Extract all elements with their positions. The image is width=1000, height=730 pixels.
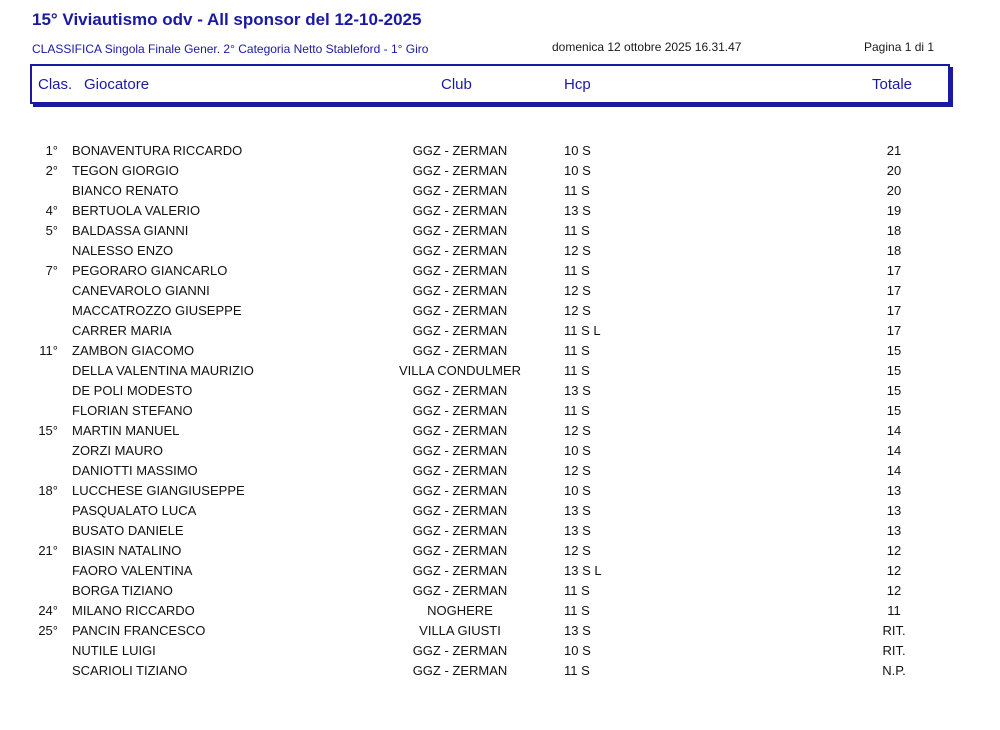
handicap: 11 S <box>564 403 590 418</box>
total-score: 15 <box>886 403 902 418</box>
rank-position: 24° <box>38 603 58 618</box>
handicap: 13 S <box>564 503 591 518</box>
total-score: 15 <box>886 343 902 358</box>
total-score: 17 <box>886 303 902 318</box>
total-score: 18 <box>886 243 902 258</box>
table-row <box>0 541 1000 561</box>
handicap: 12 S <box>564 423 591 438</box>
table-row <box>0 301 1000 321</box>
table-row <box>0 261 1000 281</box>
ranking-subtitle: CLASSIFICA Singola Finale Gener. 2° Categoria Netto Stableford - 1° Giro <box>32 42 429 56</box>
player-name: CARRER MARIA <box>72 323 172 338</box>
club-name: GGZ - ZERMAN <box>412 383 508 398</box>
club-name: VILLA CONDULMER <box>398 363 522 378</box>
total-score: 12 <box>886 543 902 558</box>
player-name: BIASIN NATALINO <box>72 543 182 558</box>
total-score: 12 <box>886 583 902 598</box>
handicap: 13 S <box>564 383 591 398</box>
print-datetime: domenica 12 ottobre 2025 16.31.47 <box>552 40 742 54</box>
player-name: DE POLI MODESTO <box>72 383 193 398</box>
total-score: 11 <box>887 603 901 618</box>
rank-position: 1° <box>45 143 58 158</box>
player-name: PANCIN FRANCESCO <box>72 623 206 638</box>
player-name: FLORIAN STEFANO <box>72 403 193 418</box>
player-name: LUCCHESE GIANGIUSEPPE <box>72 483 245 498</box>
club-name: GGZ - ZERMAN <box>412 263 508 278</box>
table-row <box>0 641 1000 661</box>
club-name: GGZ - ZERMAN <box>412 583 508 598</box>
total-score: RIT. <box>882 623 906 638</box>
handicap: 12 S <box>564 283 591 298</box>
club-name: GGZ - ZERMAN <box>412 523 508 538</box>
table-row <box>0 221 1000 241</box>
table-row <box>0 201 1000 221</box>
club-name: GGZ - ZERMAN <box>412 423 508 438</box>
player-name: CANEVAROLO GIANNI <box>72 283 210 298</box>
total-score: RIT. <box>882 643 906 658</box>
total-score: 14 <box>886 443 902 458</box>
total-score: 17 <box>886 263 902 278</box>
handicap: 13 S <box>564 203 591 218</box>
rank-position: 2° <box>45 163 58 178</box>
rank-position: 7° <box>45 263 58 278</box>
table-row <box>0 421 1000 441</box>
handicap: 11 S <box>564 663 590 678</box>
total-score: 17 <box>886 283 902 298</box>
total-score: 20 <box>886 163 902 178</box>
table-row <box>0 481 1000 501</box>
table-row <box>0 461 1000 481</box>
club-name: GGZ - ZERMAN <box>412 643 508 658</box>
total-score: 14 <box>886 463 902 478</box>
table-row <box>0 361 1000 381</box>
handicap: 13 S L <box>564 563 602 578</box>
handicap: 13 S <box>564 623 591 638</box>
handicap: 11 S <box>564 583 590 598</box>
player-name: DELLA VALENTINA MAURIZIO <box>72 363 254 378</box>
table-row <box>0 621 1000 641</box>
table-row <box>0 661 1000 681</box>
table-row <box>0 561 1000 581</box>
club-name: GGZ - ZERMAN <box>412 543 508 558</box>
table-row <box>0 381 1000 401</box>
total-score: 21 <box>886 143 902 158</box>
handicap: 10 S <box>564 443 591 458</box>
handicap: 11 S <box>564 223 590 238</box>
player-name: BORGA TIZIANO <box>72 583 173 598</box>
handicap: 10 S <box>564 143 591 158</box>
table-header <box>30 64 950 104</box>
results-table <box>0 141 1000 681</box>
total-score: 13 <box>886 523 902 538</box>
player-name: BUSATO DANIELE <box>72 523 184 538</box>
rank-position: 4° <box>45 203 58 218</box>
player-name: SCARIOLI TIZIANO <box>72 663 188 678</box>
player-name: MARTIN MANUEL <box>72 423 180 438</box>
club-name: GGZ - ZERMAN <box>412 203 508 218</box>
table-row <box>0 441 1000 461</box>
table-row <box>0 501 1000 521</box>
club-name: GGZ - ZERMAN <box>412 403 508 418</box>
handicap: 11 S <box>564 363 590 378</box>
player-name: TEGON GIORGIO <box>72 163 179 178</box>
rank-position: 11° <box>39 343 58 358</box>
rank-position: 25° <box>38 623 58 638</box>
total-score: 18 <box>886 223 902 238</box>
club-name: GGZ - ZERMAN <box>412 463 508 478</box>
player-name: BIANCO RENATO <box>72 183 179 198</box>
club-name: GGZ - ZERMAN <box>412 223 508 238</box>
player-name: PASQUALATO LUCA <box>72 503 197 518</box>
total-score: 12 <box>886 563 902 578</box>
column-header-position: Clas. <box>38 76 73 93</box>
total-score: 13 <box>886 483 902 498</box>
player-name: DANIOTTI MASSIMO <box>72 463 198 478</box>
handicap: 12 S <box>564 543 591 558</box>
club-name: GGZ - ZERMAN <box>412 283 508 298</box>
club-name: NOGHERE <box>427 603 493 618</box>
total-score: 13 <box>886 503 902 518</box>
handicap: 12 S <box>564 303 591 318</box>
column-header-total: Totale <box>872 76 913 93</box>
club-name: GGZ - ZERMAN <box>412 243 508 258</box>
table-row <box>0 601 1000 621</box>
player-name: NUTILE LUIGI <box>72 643 156 658</box>
club-name: GGZ - ZERMAN <box>412 663 508 678</box>
handicap: 12 S <box>564 463 591 478</box>
table-row <box>0 141 1000 161</box>
club-name: GGZ - ZERMAN <box>412 443 508 458</box>
player-name: ZORZI MAURO <box>72 443 163 458</box>
total-score: 20 <box>886 183 902 198</box>
rank-position: 21° <box>38 543 58 558</box>
club-name: GGZ - ZERMAN <box>412 323 508 338</box>
total-score: 15 <box>886 363 902 378</box>
column-header-player: Giocatore <box>84 76 150 93</box>
club-name: GGZ - ZERMAN <box>412 503 508 518</box>
rank-position: 5° <box>45 223 58 238</box>
table-row <box>0 341 1000 361</box>
player-name: BALDASSA GIANNI <box>72 223 189 238</box>
club-name: GGZ - ZERMAN <box>412 303 508 318</box>
handicap: 11 S <box>564 343 590 358</box>
page-title: 15° Viviautismo odv - All sponsor del 12-10-2025 <box>32 10 422 29</box>
player-name: ZAMBON GIACOMO <box>72 343 195 358</box>
page-number: Pagina 1 di 1 <box>864 40 935 54</box>
player-name: MACCATROZZO GIUSEPPE <box>72 303 242 318</box>
club-name: GGZ - ZERMAN <box>412 483 508 498</box>
player-name: MILANO RICCARDO <box>72 603 195 618</box>
club-name: GGZ - ZERMAN <box>412 343 508 358</box>
handicap: 13 S <box>564 523 591 538</box>
table-row <box>0 281 1000 301</box>
club-name: GGZ - ZERMAN <box>412 183 508 198</box>
handicap: 11 S <box>564 183 590 198</box>
rank-position: 18° <box>38 483 58 498</box>
table-row <box>0 241 1000 261</box>
table-row <box>0 161 1000 181</box>
table-row <box>0 521 1000 541</box>
total-score: 19 <box>886 203 902 218</box>
handicap: 10 S <box>564 163 591 178</box>
handicap: 11 S L <box>564 323 601 338</box>
handicap: 11 S <box>564 263 590 278</box>
player-name: BERTUOLA VALERIO <box>72 203 201 218</box>
handicap: 12 S <box>564 243 591 258</box>
club-name: GGZ - ZERMAN <box>412 143 508 158</box>
total-score: 17 <box>886 323 902 338</box>
player-name: BONAVENTURA RICCARDO <box>72 143 243 158</box>
total-score: 14 <box>886 423 902 438</box>
handicap: 11 S <box>564 603 590 618</box>
table-row <box>0 581 1000 601</box>
club-name: GGZ - ZERMAN <box>412 163 508 178</box>
handicap: 10 S <box>564 483 591 498</box>
table-row <box>0 401 1000 421</box>
total-score: N.P. <box>882 663 906 678</box>
total-score: 15 <box>886 383 902 398</box>
player-name: NALESSO ENZO <box>72 243 174 258</box>
table-row <box>0 181 1000 201</box>
rank-position: 15° <box>38 423 58 438</box>
table-row <box>0 321 1000 341</box>
column-header-club: Club <box>441 76 472 93</box>
club-name: VILLA GIUSTI <box>419 623 501 638</box>
club-name: GGZ - ZERMAN <box>412 563 508 578</box>
column-header-handicap: Hcp <box>564 76 591 93</box>
player-name: PEGORARO GIANCARLO <box>72 263 228 278</box>
player-name: FAORO VALENTINA <box>72 563 193 578</box>
handicap: 10 S <box>564 643 591 658</box>
